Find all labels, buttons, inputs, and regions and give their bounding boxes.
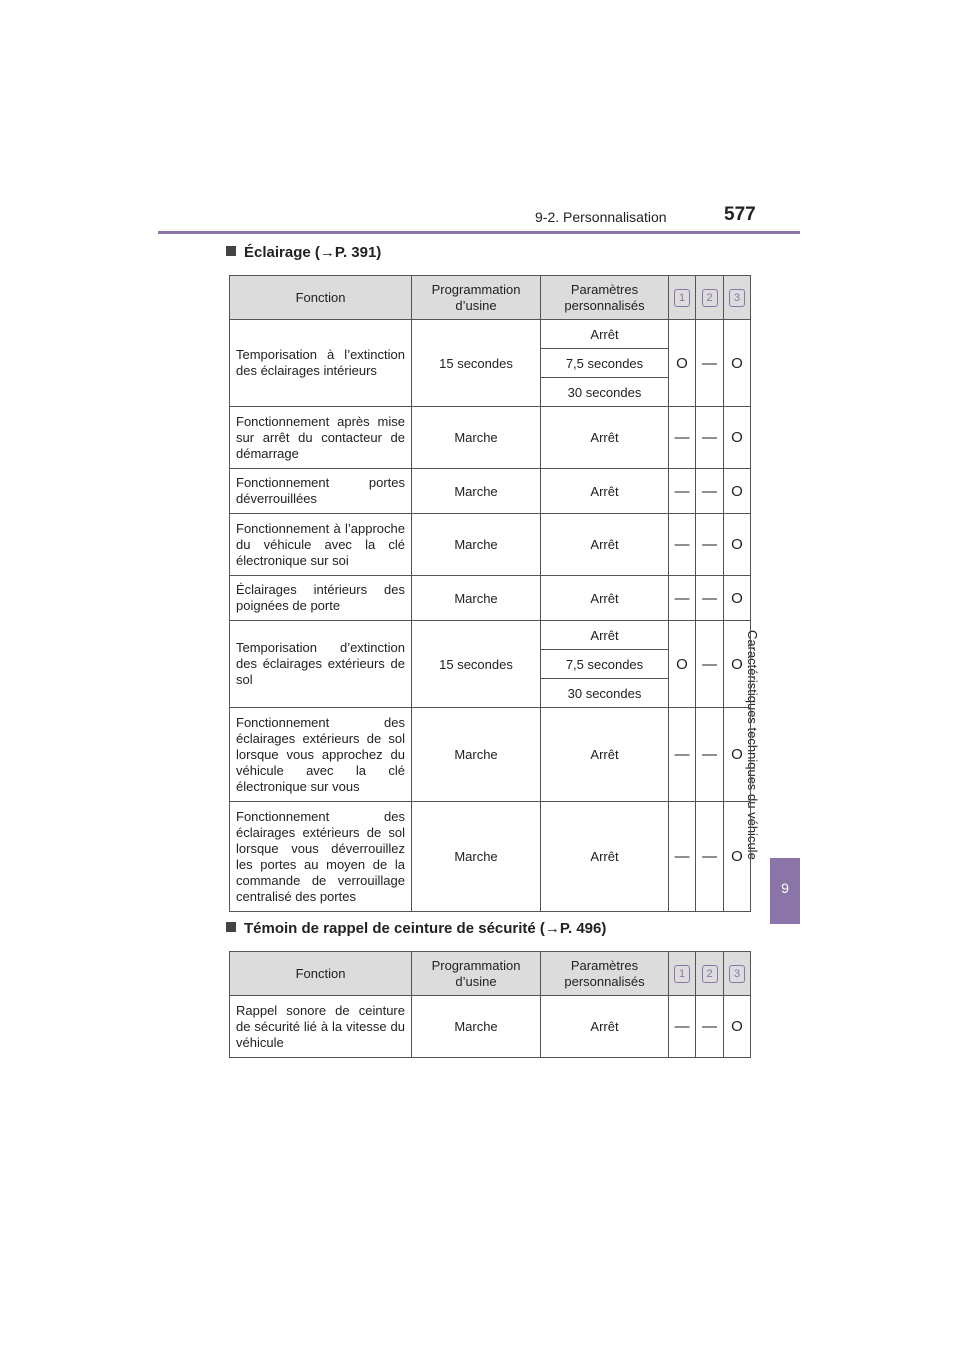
- cell-mark-3: O: [724, 469, 751, 514]
- cell-programmation: Marche: [412, 996, 541, 1058]
- number-3-icon: 3: [729, 289, 745, 307]
- cell-mark-2: —: [696, 576, 724, 621]
- square-bullet-icon: [226, 246, 236, 256]
- column-header-parametres: Paramètres personnalisés: [541, 952, 669, 996]
- column-header-1: [669, 952, 696, 996]
- number-1-icon: 1: [674, 289, 690, 307]
- table-row: [230, 708, 751, 802]
- number-3-icon: 3: [729, 965, 745, 983]
- cell-parametre: Arrêt: [541, 407, 669, 469]
- column-header-programmation: Programmation d’usine: [412, 276, 541, 320]
- cell-programmation: Marche: [412, 514, 541, 576]
- cell-mark-2: —: [696, 802, 724, 912]
- cell-parametre: 30 secondes: [541, 679, 669, 708]
- cell-fonction: Fonctionnement des éclairages extérieurs de sol lorsque vous déverrouillez les portes au moyen de la commande de verrouillage centralisé des portes: [230, 802, 412, 912]
- column-header-fonction: Fonction: [230, 952, 412, 996]
- cell-programmation: 15 secondes: [412, 621, 541, 708]
- section-title-eclairage: [226, 244, 381, 261]
- cell-fonction: Temporisation d’extinction des éclairages extérieurs de sol: [230, 621, 412, 708]
- cell-fonction: Fonctionnement après mise sur arrêt du contacteur de démarrage: [230, 407, 412, 469]
- section-title-text: Éclairage (→P. 391): [244, 244, 382, 261]
- chapter-tab-label: Caractéristiques techniques du véhicule: [745, 630, 760, 860]
- cell-mark-2: —: [696, 407, 724, 469]
- cell-mark-1: O: [669, 621, 696, 708]
- column-header-programmation: Programmation d’usine: [412, 952, 541, 996]
- cell-mark-2: —: [696, 514, 724, 576]
- table-row: [230, 802, 751, 912]
- number-2-icon: 2: [702, 965, 718, 983]
- cell-mark-3: O: [724, 514, 751, 576]
- cell-mark-1: —: [669, 407, 696, 469]
- square-bullet-icon: [226, 922, 236, 932]
- cell-programmation: Marche: [412, 469, 541, 514]
- table-row: [230, 407, 751, 469]
- cell-mark-1: —: [669, 996, 696, 1058]
- cell-fonction: Temporisation à l’extinction des éclairages intérieurs: [230, 320, 412, 407]
- cell-mark-2: —: [696, 621, 724, 708]
- page-header: [158, 200, 800, 234]
- number-2-icon: 2: [702, 289, 718, 307]
- cell-parametre: Arrêt: [541, 708, 669, 802]
- table-row: [230, 469, 751, 514]
- table-row: [230, 514, 751, 576]
- table-header-row: [230, 276, 751, 320]
- chapter-tab[interactable]: [770, 858, 800, 924]
- cell-mark-1: —: [669, 802, 696, 912]
- cell-parametre: Arrêt: [541, 802, 669, 912]
- cell-programmation: 15 secondes: [412, 320, 541, 407]
- page-number: 577: [724, 204, 756, 225]
- settings-table-ceinture: [229, 951, 751, 1058]
- cell-mark-3: O: [724, 621, 751, 708]
- cell-mark-3: O: [724, 576, 751, 621]
- column-header-2: [696, 276, 724, 320]
- cell-mark-3: O: [724, 320, 751, 407]
- cell-parametre: Arrêt: [541, 469, 669, 514]
- column-header-1: [669, 276, 696, 320]
- cell-parametre: Arrêt: [541, 621, 669, 650]
- cell-fonction: Rappel sonore de ceinture de sécurité lié à la vitesse du véhicule: [230, 996, 412, 1058]
- cell-mark-3: O: [724, 996, 751, 1058]
- cell-fonction: Fonctionnement portes déverrouillées: [230, 469, 412, 514]
- cell-mark-1: —: [669, 708, 696, 802]
- cell-parametre: Arrêt: [541, 576, 669, 621]
- column-header-fonction: Fonction: [230, 276, 412, 320]
- cell-parametre: Arrêt: [541, 320, 669, 349]
- cell-mark-1: O: [669, 320, 696, 407]
- table-header-row: [230, 952, 751, 996]
- cell-parametre: Arrêt: [541, 514, 669, 576]
- cell-programmation: Marche: [412, 802, 541, 912]
- column-header-2: [696, 952, 724, 996]
- cell-mark-3: O: [724, 708, 751, 802]
- cell-parametre: Arrêt: [541, 996, 669, 1058]
- column-header-3: [724, 276, 751, 320]
- cell-fonction: Fonctionnement à l’approche du véhicule avec la clé électronique sur soi: [230, 514, 412, 576]
- cell-mark-3: O: [724, 407, 751, 469]
- cell-programmation: Marche: [412, 407, 541, 469]
- section-heading: 9-2. Personnalisation: [535, 209, 667, 225]
- cell-mark-3: O: [724, 802, 751, 912]
- table-row: [230, 996, 751, 1058]
- cell-programmation: Marche: [412, 708, 541, 802]
- cell-mark-2: —: [696, 469, 724, 514]
- column-header-3: [724, 952, 751, 996]
- cell-fonction: Fonctionnement des éclairages extérieurs de sol lorsque vous approchez du véhicule avec la clé électronique sur vous: [230, 708, 412, 802]
- cell-parametre: 7,5 secondes: [541, 349, 669, 378]
- cell-mark-2: —: [696, 320, 724, 407]
- cell-mark-2: —: [696, 996, 724, 1058]
- cell-mark-1: —: [669, 514, 696, 576]
- cell-parametre: 7,5 secondes: [541, 650, 669, 679]
- settings-table-eclairage: [229, 275, 751, 912]
- cell-parametre: 30 secondes: [541, 378, 669, 407]
- cell-fonction: Éclairages intérieurs des poignées de porte: [230, 576, 412, 621]
- cell-mark-1: —: [669, 469, 696, 514]
- table-row: [230, 320, 751, 349]
- cell-programmation: Marche: [412, 576, 541, 621]
- section-title-ceinture: [226, 920, 606, 937]
- chapter-number: 9: [781, 880, 789, 896]
- section-title-text: Témoin de rappel de ceinture de sécurité (→P. 496): [244, 920, 607, 937]
- column-header-parametres: Paramètres personnalisés: [541, 276, 669, 320]
- cell-mark-1: —: [669, 576, 696, 621]
- table-row: [230, 576, 751, 621]
- cell-mark-2: —: [696, 708, 724, 802]
- number-1-icon: 1: [674, 965, 690, 983]
- table-row: [230, 621, 751, 650]
